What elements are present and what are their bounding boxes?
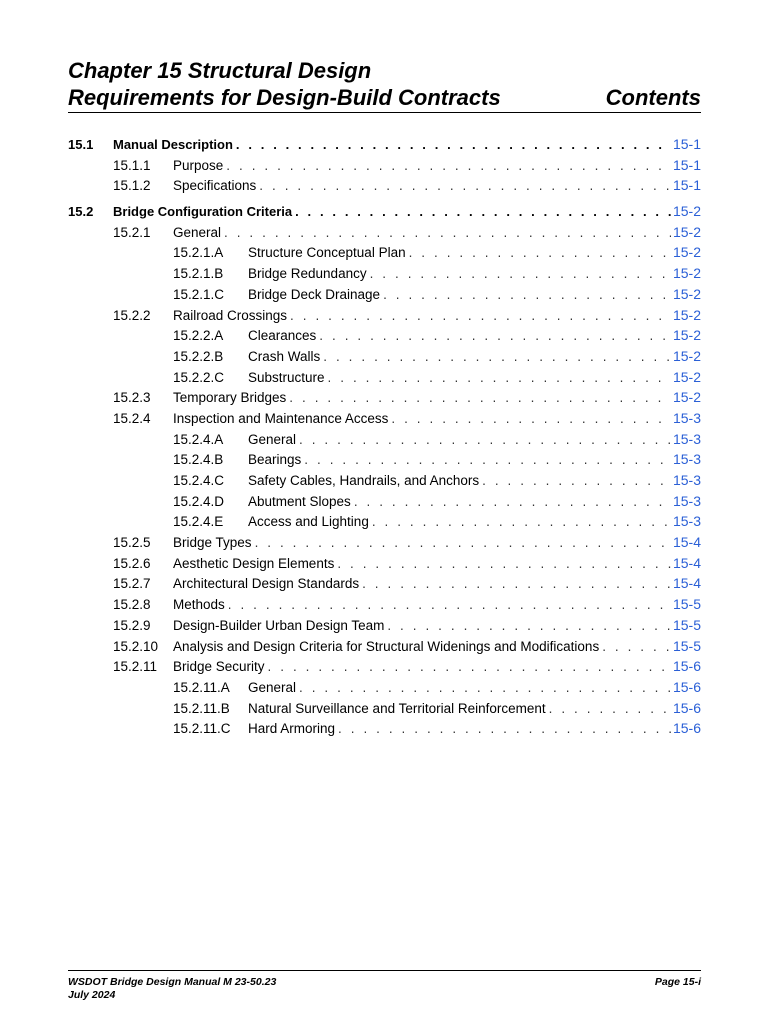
toc-dot-leader bbox=[370, 266, 671, 281]
toc-entry-number: 15.2.1.C bbox=[173, 286, 225, 302]
toc-entry-title: Inspection and Maintenance Access bbox=[173, 410, 389, 426]
toc-entry-number: 15.2.3 bbox=[113, 390, 151, 406]
toc-entry[interactable] bbox=[68, 286, 701, 307]
footer-left bbox=[68, 976, 276, 1002]
toc-entry-number: 15.2.4 bbox=[113, 410, 151, 426]
toc-entry[interactable] bbox=[68, 389, 701, 410]
toc-entry-number: 15.2.11.A bbox=[173, 679, 230, 695]
toc-entry-title: Purpose bbox=[173, 157, 224, 173]
toc-page-link[interactable]: 15-3 bbox=[672, 492, 701, 509]
toc-dot-leader bbox=[409, 245, 671, 260]
toc-entry-title: General bbox=[248, 431, 297, 447]
toc-entry-title: Clearances bbox=[248, 328, 317, 344]
toc-dot-leader bbox=[289, 390, 671, 405]
toc-entry[interactable] bbox=[68, 307, 701, 328]
toc-entry[interactable] bbox=[68, 410, 701, 431]
toc-entry[interactable] bbox=[68, 658, 701, 679]
toc-entry-number: 15.2.2.B bbox=[173, 348, 224, 364]
toc-entry-title: Specifications bbox=[173, 178, 257, 194]
toc-page-link[interactable]: 15-2 bbox=[672, 389, 701, 406]
toc-entry-title: Architectural Design Standards bbox=[173, 576, 360, 592]
toc-entry-number: 15.2.11 bbox=[113, 659, 158, 675]
toc-entry-title: Hard Armoring bbox=[248, 721, 336, 737]
toc-entry-number: 15.1.1 bbox=[113, 157, 151, 173]
toc-page-link[interactable]: 15-2 bbox=[672, 244, 701, 261]
toc-dot-leader bbox=[299, 680, 671, 695]
toc-page-link[interactable]: 15-6 bbox=[672, 658, 701, 675]
toc-entry-title: Methods bbox=[173, 597, 225, 613]
toc-dot-leader bbox=[354, 494, 671, 509]
toc-entry[interactable] bbox=[68, 700, 701, 721]
toc-page-link[interactable]: 15-6 bbox=[672, 699, 701, 716]
toc-entry-title: Analysis and Design Criteria for Structural Widenings and Modifications bbox=[173, 638, 600, 654]
toc-entry-number: 15.2.4.D bbox=[173, 493, 225, 509]
toc-page-link[interactable]: 15-5 bbox=[672, 596, 701, 613]
toc-entry[interactable] bbox=[68, 203, 701, 224]
toc-entry-number: 15.2.1.A bbox=[173, 245, 224, 261]
toc-entry-title: Access and Lighting bbox=[248, 514, 369, 530]
toc-entry-number: 15.2.5 bbox=[113, 535, 151, 551]
toc-dot-leader bbox=[226, 158, 671, 173]
toc-entry-number: 15.2.8 bbox=[113, 597, 151, 613]
toc-entry-number: 15.2.11.C bbox=[173, 721, 231, 737]
contents-label: Contents bbox=[605, 85, 701, 110]
header-divider bbox=[68, 112, 701, 113]
toc-entry[interactable] bbox=[68, 369, 701, 390]
chapter-subtitle: Requirements for Design-Build Contracts bbox=[68, 85, 501, 110]
toc-entry-number: 15.1.2 bbox=[113, 178, 151, 194]
toc-entry-title: Crash Walls bbox=[248, 348, 321, 364]
toc-dot-leader bbox=[328, 370, 671, 385]
toc-entry-title: Bridge Redundancy bbox=[248, 266, 367, 282]
toc-entry-title: Bridge Configuration Criteria bbox=[113, 204, 293, 220]
toc-dot-leader bbox=[338, 721, 671, 736]
toc-page-link[interactable]: 15-5 bbox=[672, 616, 701, 633]
toc-page-link[interactable]: 15-3 bbox=[672, 430, 701, 447]
toc-entry-number: 15.2.4.A bbox=[173, 431, 224, 447]
toc-entry[interactable] bbox=[68, 617, 701, 638]
toc-page-link[interactable]: 15-2 bbox=[672, 285, 701, 302]
toc-entry-number: 15.2.4.E bbox=[173, 514, 224, 530]
toc-entry[interactable] bbox=[68, 638, 701, 659]
toc-entry-number: 15.2.11.B bbox=[173, 700, 230, 716]
toc-entry[interactable] bbox=[68, 177, 701, 198]
toc-entry-number: 15.2.2 bbox=[113, 307, 151, 323]
toc-entry[interactable] bbox=[68, 451, 701, 472]
toc-page-link[interactable]: 15-6 bbox=[672, 678, 701, 695]
toc-page-link[interactable]: 15-5 bbox=[672, 637, 701, 654]
toc-page-link[interactable]: 15-2 bbox=[672, 265, 701, 282]
toc-page-link[interactable]: 15-6 bbox=[672, 720, 701, 737]
toc-dot-leader bbox=[228, 597, 671, 612]
toc-dot-leader bbox=[304, 452, 671, 467]
toc-page-link[interactable]: 15-1 bbox=[672, 156, 701, 173]
toc-entry[interactable] bbox=[68, 244, 701, 265]
toc-dot-leader bbox=[259, 178, 671, 193]
toc-entry-title: Manual Description bbox=[113, 137, 233, 152]
toc-page-link[interactable]: 15-1 bbox=[672, 136, 701, 152]
toc-entry-number: 15.2.4.B bbox=[173, 452, 224, 468]
toc-entry-title: Bearings bbox=[248, 452, 302, 468]
toc-entry[interactable] bbox=[68, 265, 701, 286]
toc-dot-leader bbox=[482, 473, 671, 488]
toc-entry-number: 15.2.9 bbox=[113, 617, 151, 633]
toc-page-link[interactable]: 15-3 bbox=[672, 451, 701, 468]
toc-page-link[interactable]: 15-4 bbox=[672, 554, 701, 571]
toc-entry[interactable] bbox=[68, 348, 701, 369]
toc-entry-number: 15.2.6 bbox=[113, 555, 151, 571]
toc-page-link[interactable]: 15-3 bbox=[672, 513, 701, 530]
toc-page-link[interactable]: 15-4 bbox=[672, 575, 701, 592]
toc-entry-title: Safety Cables, Handrails, and Anchors bbox=[248, 473, 480, 488]
toc-entry[interactable] bbox=[68, 224, 701, 245]
toc-entry-title: Bridge Deck Drainage bbox=[248, 286, 381, 302]
toc-entry-title: Natural Surveillance and Territorial Reinforcement bbox=[248, 700, 546, 716]
toc-entry-title: Substructure bbox=[248, 369, 325, 385]
toc-dot-leader bbox=[323, 349, 671, 364]
toc-entry-number: 15.2 bbox=[68, 204, 94, 220]
toc-entry[interactable] bbox=[68, 513, 701, 534]
toc-page-link[interactable]: 15-2 bbox=[672, 368, 701, 385]
toc-entry-title: Bridge Types bbox=[173, 535, 252, 551]
toc-entry-number: 15.2.4.C bbox=[173, 473, 225, 488]
toc-dot-leader bbox=[255, 535, 671, 550]
toc-page-link[interactable]: 15-3 bbox=[672, 409, 701, 426]
toc-entry[interactable] bbox=[68, 575, 701, 596]
toc-entry[interactable] bbox=[68, 327, 701, 348]
chapter-header bbox=[68, 57, 701, 111]
table-of-contents bbox=[68, 136, 701, 741]
toc-page-link[interactable]: 15-2 bbox=[672, 223, 701, 240]
footer-divider bbox=[68, 970, 701, 971]
toc-entry[interactable] bbox=[68, 596, 701, 617]
toc-entry[interactable] bbox=[68, 534, 701, 555]
toc-page-link[interactable]: 15-4 bbox=[672, 534, 701, 551]
toc-entry-title: Railroad Crossings bbox=[173, 307, 288, 323]
toc-entry-title: Abutment Slopes bbox=[248, 493, 351, 509]
footer-manual: WSDOT Bridge Design Manual M 23-50.23 bbox=[68, 976, 277, 988]
toc-dot-leader bbox=[372, 514, 671, 529]
toc-entry-title: Bridge Security bbox=[173, 659, 265, 675]
toc-page-link[interactable]: 15-2 bbox=[672, 306, 701, 323]
toc-page-link[interactable]: 15-2 bbox=[672, 347, 701, 364]
chapter-subtitle-row bbox=[68, 84, 701, 111]
toc-entry-number: 15.1 bbox=[68, 137, 94, 152]
toc-dot-leader bbox=[224, 225, 671, 240]
toc-entry[interactable] bbox=[68, 493, 701, 514]
chapter-title: Chapter 15 Structural Design bbox=[68, 58, 372, 83]
toc-entry-number: 15.2.7 bbox=[113, 576, 151, 592]
toc-entry-title: Aesthetic Design Elements bbox=[173, 555, 335, 571]
toc-entry[interactable] bbox=[68, 472, 701, 493]
toc-page-link[interactable]: 15-2 bbox=[672, 203, 701, 220]
toc-dot-leader bbox=[337, 556, 671, 571]
toc-entry-number: 15.2.1 bbox=[113, 224, 151, 240]
footer-page: Page 15-i bbox=[654, 976, 701, 988]
toc-dot-leader bbox=[549, 701, 671, 716]
toc-dot-leader bbox=[387, 618, 671, 633]
toc-entry[interactable] bbox=[68, 157, 701, 178]
toc-entry-title: General bbox=[173, 224, 222, 240]
toc-dot-leader bbox=[602, 639, 671, 654]
toc-dot-leader bbox=[290, 308, 671, 323]
toc-dot-leader bbox=[295, 204, 671, 219]
toc-dot-leader bbox=[319, 328, 671, 343]
toc-entry-title: General bbox=[248, 679, 297, 695]
toc-dot-leader bbox=[268, 659, 671, 674]
toc-page-link[interactable]: 15-1 bbox=[672, 177, 701, 194]
toc-entry-title: Design-Builder Urban Design Team bbox=[173, 617, 385, 633]
toc-page-link[interactable]: 15-3 bbox=[672, 472, 701, 488]
toc-dot-leader bbox=[362, 576, 671, 591]
toc-entry-number: 15.2.2.C bbox=[173, 369, 225, 385]
toc-entry[interactable] bbox=[68, 431, 701, 452]
toc-entry-number: 15.2.10 bbox=[113, 638, 159, 654]
toc-dot-leader bbox=[299, 432, 671, 447]
toc-page-link[interactable]: 15-2 bbox=[672, 327, 701, 344]
toc-entry-number: 15.2.2.A bbox=[173, 328, 224, 344]
toc-entry-number: 15.2.1.B bbox=[173, 266, 224, 282]
toc-dot-leader bbox=[383, 287, 671, 302]
toc-entry[interactable] bbox=[68, 136, 701, 157]
toc-entry[interactable] bbox=[68, 720, 701, 741]
toc-entry[interactable] bbox=[68, 679, 701, 700]
toc-entry-title: Structure Conceptual Plan bbox=[248, 245, 406, 261]
toc-dot-leader bbox=[236, 137, 671, 152]
toc-entry[interactable] bbox=[68, 555, 701, 576]
footer-date: July 2024 bbox=[68, 989, 116, 1001]
toc-dot-leader bbox=[391, 411, 671, 426]
toc-entry-title: Temporary Bridges bbox=[173, 390, 287, 406]
